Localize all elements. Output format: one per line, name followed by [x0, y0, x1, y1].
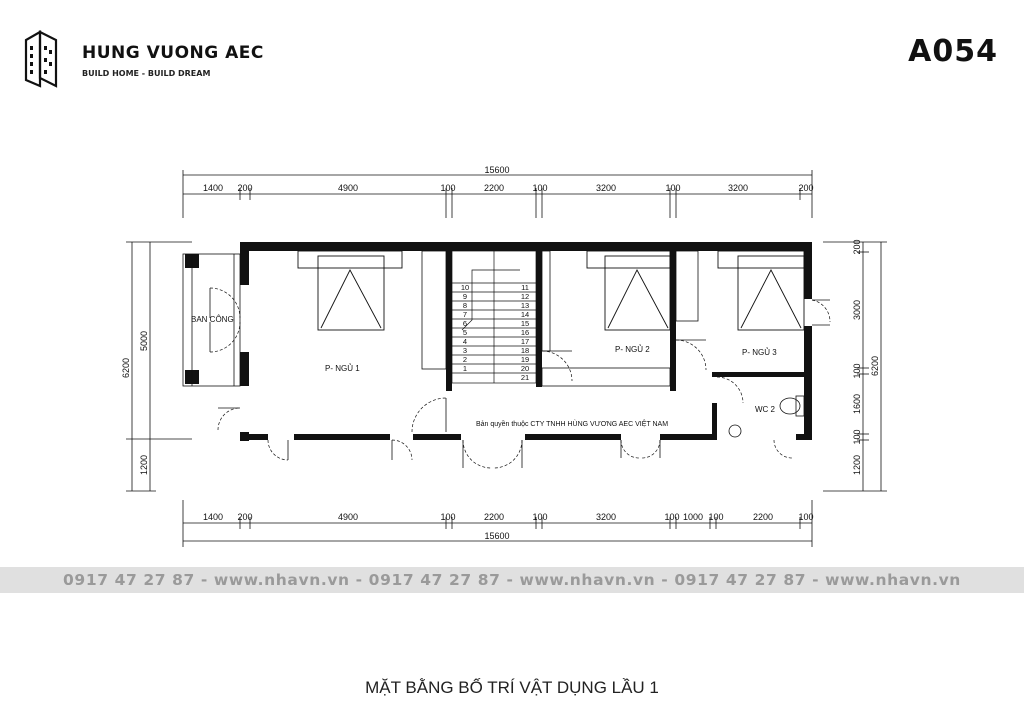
- dim-bottom-2: 4900: [337, 512, 359, 522]
- dim-left-inner: 5000: [139, 330, 149, 352]
- contact-line: 0917 47 27 87 - www.nhavn.vn - 0917 47 27 87 - www.nhavn.vn - 0917 47 27 87 - www.nhavn.vn: [63, 571, 961, 589]
- plan-title: MẶT BẰNG BỐ TRÍ VẬT DỤNG LẦU 1: [365, 678, 659, 697]
- stair-step-18: 18: [520, 346, 530, 355]
- dim-top-5: 100: [532, 183, 548, 193]
- bed-3: [738, 256, 804, 330]
- room-wc-2: WC 2: [755, 405, 775, 414]
- dim-bottom-1: 200: [237, 512, 253, 522]
- dim-bottom-6: 3200: [595, 512, 617, 522]
- dim-right-4: 100: [852, 429, 862, 445]
- stair-step-4: 4: [462, 337, 468, 346]
- wc-fixtures: [729, 396, 804, 437]
- room-bedroom-1: P- NGỦ 1: [325, 364, 360, 373]
- interior-lines: [183, 251, 698, 386]
- drawing-code: A054: [908, 34, 998, 69]
- stair-step-2: 2: [462, 355, 468, 364]
- dim-right-5: 1200: [852, 454, 862, 476]
- stair-step-14: 14: [520, 310, 530, 319]
- dim-bottom-5: 100: [532, 512, 548, 522]
- room-labels: [191, 315, 777, 414]
- dim-top-4: 2200: [483, 183, 505, 193]
- brand-name: HUNG VUONG AEC: [82, 43, 264, 63]
- dim-bottom-0: 1400: [202, 512, 224, 522]
- room-balcony: BAN CÔNG: [191, 315, 234, 324]
- stair-numbers: [461, 283, 529, 382]
- stair-step-19: 19: [520, 355, 530, 364]
- dim-top-9: 200: [798, 183, 814, 193]
- dim-left-outer: 6200: [121, 357, 131, 379]
- dim-bottom-11: 100: [798, 512, 814, 522]
- dim-right-0: 200: [852, 239, 862, 255]
- dim-bottom-total: 15600: [484, 531, 510, 541]
- dim-top-3: 100: [440, 183, 456, 193]
- dim-left-lower: 1200: [139, 454, 149, 476]
- beds: [298, 251, 804, 330]
- dim-top-2: 4900: [337, 183, 359, 193]
- stair-step-5: 5: [462, 328, 468, 337]
- floor-drain-icon: [729, 425, 741, 437]
- dim-top-7: 100: [665, 183, 681, 193]
- copyright-watermark: Bản quyền thuộc CTY TNHH HÙNG VƯƠNG AEC VIỆT NAM: [475, 421, 669, 428]
- stair-step-8: 8: [462, 301, 468, 310]
- bed-1: [318, 256, 384, 330]
- dim-right-3: 1600: [852, 393, 862, 415]
- bed-2: [605, 256, 670, 330]
- stair-step-7: 7: [462, 310, 468, 319]
- dim-right-total: 6200: [870, 355, 880, 377]
- dim-bottom-8: 1000: [682, 512, 704, 522]
- stair-step-16: 16: [520, 328, 530, 337]
- stair-step-12: 12: [520, 292, 530, 301]
- stair-step-10: 10: [460, 283, 470, 292]
- dim-right-2: 100: [852, 363, 862, 379]
- walls: [185, 242, 812, 441]
- dim-bottom-10: 2200: [752, 512, 774, 522]
- stair-step-6: 6: [462, 319, 468, 328]
- dim-bottom-7: 100: [664, 512, 680, 522]
- toilet-bowl: [780, 398, 800, 414]
- stair-step-3: 3: [462, 346, 468, 355]
- stair-step-1: 1: [462, 364, 468, 373]
- dim-top-6: 3200: [595, 183, 617, 193]
- room-bedroom-2: P- NGỦ 2: [615, 345, 650, 354]
- room-bedroom-3: P- NGỦ 3: [742, 348, 777, 357]
- dim-bottom-4: 2200: [483, 512, 505, 522]
- brand-tagline: BUILD HOME - BUILD DREAM: [82, 69, 211, 78]
- stair-step-13: 13: [520, 301, 530, 310]
- dim-bottom-9: 100: [708, 512, 724, 522]
- dim-bottom-3: 100: [440, 512, 456, 522]
- stair-step-17: 17: [520, 337, 530, 346]
- dim-top-8: 3200: [727, 183, 749, 193]
- dim-right-1: 3000: [852, 299, 862, 321]
- stair-step-9: 9: [462, 292, 468, 301]
- dim-top-total: 15600: [484, 165, 510, 175]
- dim-top-0: 1400: [202, 183, 224, 193]
- stair-step-20: 20: [520, 364, 530, 373]
- stair-step-15: 15: [520, 319, 530, 328]
- stair-step-11: 11: [521, 283, 529, 292]
- dim-top-1: 200: [237, 183, 253, 193]
- stair-step-21: 21: [520, 373, 530, 382]
